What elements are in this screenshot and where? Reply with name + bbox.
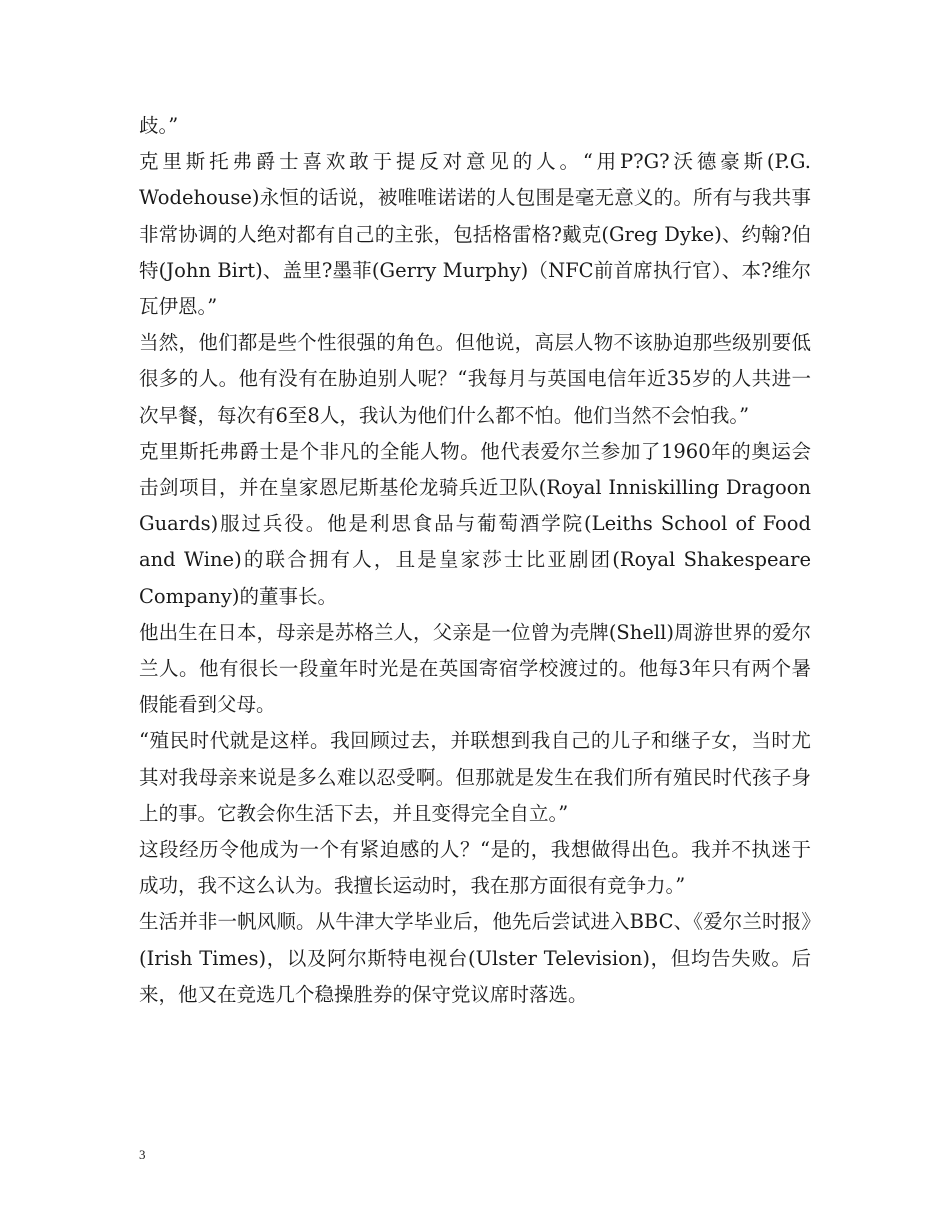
paragraph-6: “殖民时代就是这样。我回顾过去，并联想到我自己的儿子和继子女，当时尤其对我母亲来说是多么难以忍受啊。但那就是发生在我们所有殖民时代孩子身上的事。它教会你生活下去，并且变得完全自立。” [139, 729, 811, 825]
paragraph-5: 他出生在日本，母亲是苏格兰人，父亲是一位曾为壳牌(Shell)周游世界的爱尔兰人。他有很长一段童年时光是在英国寄宿学校渡过的。他每3年只有两个暑假能看到父母。 [139, 620, 811, 717]
paragraph-7: 这段经历令他成为一个有紧迫感的人？“是的，我想做得出色。我并不执迷于成功，我不这么认为。我擅长运动时，我在那方面很有竞争力。” [139, 838, 811, 898]
paragraph-8: 生活并非一帆风顺。从牛津大学毕业后，他先后尝试进入BBC、《爱尔兰时报》(Irish Times)，以及阿尔斯特电视台(Ulster Television)，但均告失败。后来，他又在竞选几个稳操胜券的保守党议席时落选。 [139, 910, 811, 1006]
paragraph-3: 当然，他们都是些个性很强的角色。但他说，高层人物不该胁迫那些级别要低很多的人。他有没有在胁迫别人呢？“我每月与英国电信年近35岁的人共进一次早餐，每次有6至8人，我认为他们什么都不怕。他们当然不会怕我。” [139, 331, 811, 427]
paragraph-2: 克里斯托弗爵士喜欢敢于提反对意见的人。“用P?G?沃德豪斯(P.G. Wodehouse)永恒的话说，被唯唯诺诺的人包围是毫无意义的。所有与我共事非常协调的人绝对都有自己的主张，包括格雷格?戴克(Greg Dyke)、约翰?伯特(John Birt)、盖里?墨菲(Gerry Murphy)（NFC前首席执行官）、本?维尔瓦伊恩。” [139, 150, 811, 319]
paragraph-4: 克里斯托弗爵士是个非凡的全能人物。他代表爱尔兰参加了1960年的奥运会击剑项目，并在皇家恩尼斯基伦龙骑兵近卫队(Royal Inniskilling Dragoon Guards)服过兵役。他是利思食品与葡萄酒学院(Leiths School of Food and Wine)的联合拥有人，且是皇家莎士比亚剧团(Royal Shakespeare Company)的董事长。 [139, 439, 811, 608]
page-number: 3 [139, 1147, 146, 1162]
paragraph-1: 歧。” [139, 114, 179, 137]
body-text [139, 108, 811, 1013]
